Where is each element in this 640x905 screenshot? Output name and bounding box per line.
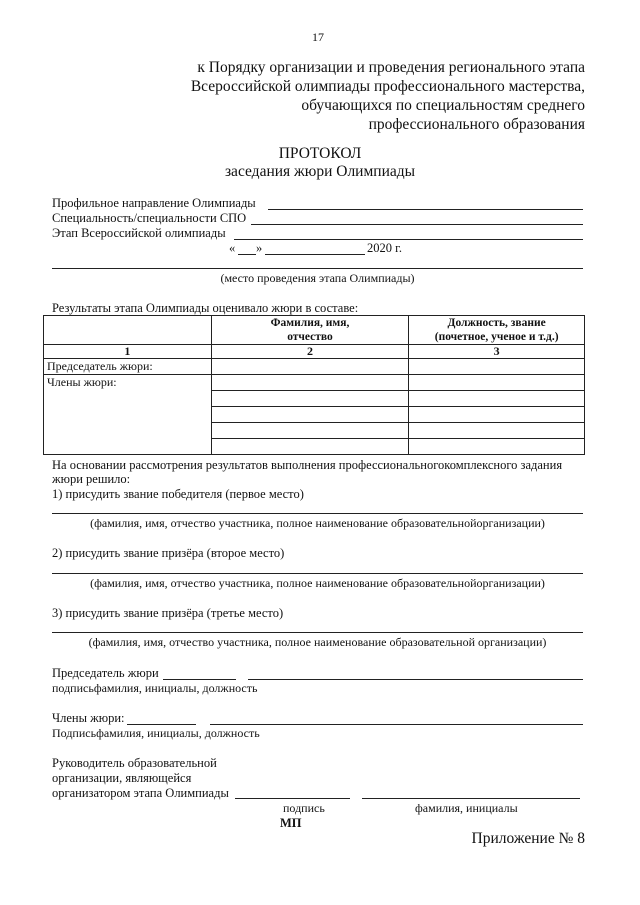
jury-member-position-cell[interactable] [409, 439, 585, 455]
page-number: 17 [312, 30, 324, 44]
header-line: Всероссийской олимпиады профессионального мастерства, [190, 78, 585, 95]
appendix-label: Приложение № 8 [471, 830, 585, 847]
head-name-line[interactable] [362, 798, 580, 799]
protocol-subtitle: заседания жюри Олимпиады [224, 163, 416, 180]
header-line: к Порядку организации и проведения регионального этапа [197, 59, 585, 76]
field-specialty-label: Специальность/специальности СПО [52, 211, 247, 225]
award-2-label: 2) присудить звание призёра (второе место) [52, 546, 285, 560]
members-sign-label: Члены жюри: [52, 711, 125, 725]
date-year: 2020 г. [367, 241, 402, 255]
decision-intro-line: На основании рассмотрения результатов выполнения профессиональногокомплексного задания [52, 458, 563, 472]
members-sign-caption: Подписьфамилия, инициалы, должность [52, 726, 260, 740]
date-month-line[interactable] [265, 254, 365, 255]
jury-member-name-cell[interactable] [211, 407, 409, 423]
decision-intro-line: жюри решило: [52, 472, 131, 486]
jury-col-num: 1 [44, 345, 212, 359]
chair-sign-line[interactable] [163, 679, 236, 680]
jury-chair-name-cell[interactable] [211, 359, 409, 375]
jury-head-name-line: отчество [287, 331, 333, 343]
jury-member-position-cell[interactable] [409, 375, 585, 391]
stamp-place: МП [280, 816, 302, 830]
award-3-caption: (фамилия, имя, отчество участника, полное наименование образовательной организации) [88, 635, 547, 649]
jury-members-label: Члены жюри: [44, 375, 212, 455]
jury-head-name [211, 316, 409, 345]
jury-member-position-cell[interactable] [409, 391, 585, 407]
header-line: профессионального образования [368, 116, 585, 133]
head-sign-line[interactable] [235, 798, 350, 799]
decision-intro [52, 458, 562, 486]
jury-member-position-cell[interactable] [409, 423, 585, 439]
field-direction-label: Профильное направление Олимпиады [52, 196, 256, 210]
jury-head-position [409, 316, 585, 345]
chair-sign-label: Председатель жюри [52, 666, 159, 680]
date-open-quote: « [229, 241, 236, 255]
jury-head-position-line: (почетное, ученое и т.д.) [434, 331, 559, 343]
chair-name-line[interactable] [248, 679, 583, 680]
field-stage-label: Этап Всероссийской олимпиады [52, 226, 226, 240]
jury-head-position-line: Должность, звание [447, 317, 546, 329]
jury-intro: Результаты этапа Олимпиады оценивало жюри в составе: [52, 301, 359, 315]
chair-sign-caption: подписьфамилия, инициалы, должность [52, 681, 258, 695]
award-1-label: 1) присудить звание победителя (первое место) [52, 487, 304, 501]
jury-chair-position-cell[interactable] [409, 359, 585, 375]
jury-col-num: 2 [211, 345, 409, 359]
jury-member-position-cell[interactable] [409, 407, 585, 423]
award-2-caption: (фамилия, имя, отчество участника, полное наименование образовательнойорганизации) [90, 576, 545, 590]
jury-chair-label: Председатель жюри: [44, 359, 212, 375]
jury-member-name-cell[interactable] [211, 375, 409, 391]
head-of-org-label [52, 756, 229, 801]
jury-head-name-line: Фамилия, имя, [270, 317, 350, 329]
head-name-caption: фамилия, инициалы [415, 801, 518, 815]
jury-col-num: 3 [409, 345, 585, 359]
field-stage-line[interactable] [234, 239, 583, 240]
award-1-caption: (фамилия, имя, отчество участника, полное наименование образовательнойорганизации) [90, 516, 545, 530]
date-close-quote: » [256, 241, 263, 255]
award-1-line[interactable] [52, 513, 583, 514]
award-3-line[interactable] [52, 632, 583, 633]
header-block [191, 58, 585, 134]
place-caption: (место проведения этапа Олимпиады) [220, 271, 415, 285]
date-day-line[interactable] [238, 254, 256, 255]
jury-member-name-cell[interactable] [211, 423, 409, 439]
head-of-org-line: Руководитель образовательной [52, 756, 217, 770]
head-of-org-line: организатором этапа Олимпиады [52, 786, 229, 800]
members-sign-line[interactable] [127, 724, 196, 725]
protocol-title: ПРОТОКОЛ [278, 145, 362, 162]
award-3-label: 3) присудить звание призёра (третье место) [52, 606, 284, 620]
place-line[interactable] [52, 268, 583, 269]
field-specialty-line[interactable] [251, 224, 583, 225]
jury-member-name-cell[interactable] [211, 391, 409, 407]
head-of-org-line: организации, являющейся [52, 771, 192, 785]
jury-member-name-cell[interactable] [211, 439, 409, 455]
jury-head-empty [44, 316, 212, 345]
members-name-line[interactable] [210, 724, 583, 725]
head-sign-caption: подпись [283, 801, 325, 815]
header-line: обучающихся по специальностям среднего [301, 97, 585, 114]
jury-table [43, 315, 585, 455]
award-2-line[interactable] [52, 573, 583, 574]
field-direction-line[interactable] [268, 209, 583, 210]
